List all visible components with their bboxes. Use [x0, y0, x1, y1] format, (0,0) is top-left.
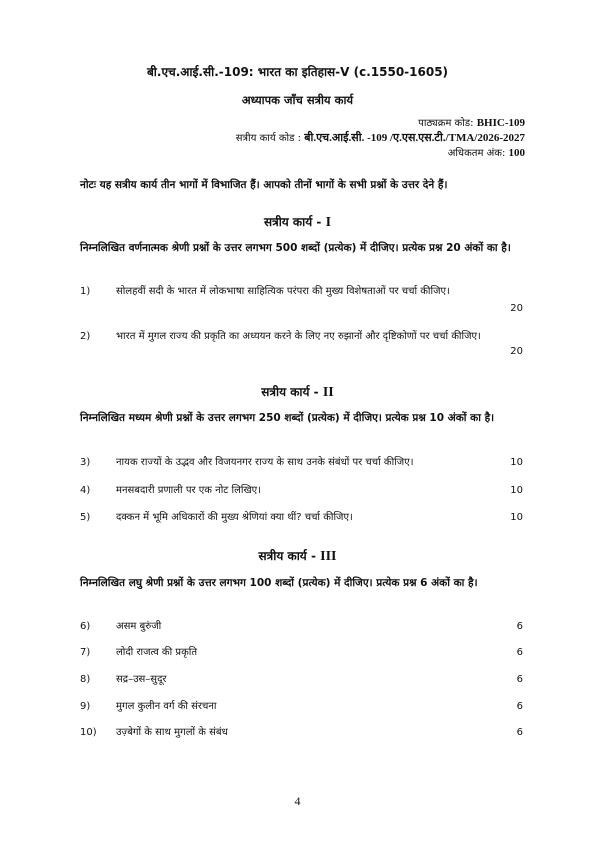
- question-text: नायक राज्यों के उद्भव और विजयनगर राज्य के साथ उनके संबंधों पर चर्चा कीजिए।: [116, 457, 414, 468]
- assignment-code: बी.एच.आई.सी. -109 /ए.एस.एस.टी./TMA/2026-2027: [304, 132, 525, 144]
- question-marks: 10: [510, 457, 523, 468]
- question-number: 5): [80, 512, 91, 523]
- assignment-code-line: [236, 130, 525, 145]
- section-2-numeral: II: [322, 385, 334, 400]
- question-marks: 6: [516, 727, 523, 738]
- max-marks-label: अधिकतम अंक:: [447, 148, 506, 159]
- note: नोटः यह सत्रीय कार्य तीन भागों में विभाजित हैं। आपको तीनों भागों के सभी प्रश्नों के उत्तर देने हैं।: [80, 179, 448, 191]
- question-number: 2): [80, 331, 91, 342]
- course-code: BHIC-109: [476, 117, 525, 129]
- section-2-instruction: निम्नलिखित मध्यम श्रेणी प्रश्नों के उत्तर लगभग 250 शब्दों (प्रत्येक) में दीजिए। प्रत्येक प्रश्न 10 अंकों का है।: [80, 412, 495, 424]
- question-number: 1): [80, 286, 91, 297]
- section-3-heading: [0, 547, 595, 565]
- question-number: 4): [80, 485, 91, 496]
- question-text: सद्र–उस–सुदूर: [116, 674, 167, 685]
- question-number: 6): [80, 621, 91, 632]
- assignment-code-label: सत्रीय कार्य कोड :: [235, 133, 301, 144]
- section-3-numeral: III: [320, 549, 337, 564]
- question-marks: 6: [516, 701, 523, 712]
- question-text: उज़्बेगों के साथ मुगलों के संबंध: [116, 727, 228, 738]
- course-code-line: [418, 115, 525, 129]
- question-number: 10): [80, 727, 97, 738]
- question-marks: 10: [510, 512, 523, 523]
- question-marks: 20: [510, 303, 523, 314]
- question-marks: 6: [516, 647, 523, 658]
- question-marks: 10: [510, 485, 523, 496]
- question-text: असम बुरुंजी: [116, 621, 162, 632]
- question-text: दक्कन में भूमि अधिकारों की मुख्य श्रेणियां क्या थीं? चर्चा कीजिए।: [116, 512, 353, 523]
- question-text: सोलहवीं सदी के भारत में लोकभाषा साहित्यिक परंपरा की मुख्य विशेषताओं पर चर्चा कीजिए।: [116, 286, 450, 297]
- section-1-numeral: I: [325, 215, 332, 230]
- section-1-label: सत्रीय कार्य -: [263, 215, 322, 229]
- page-subtitle: अध्यापक जाँच सत्रीय कार्य: [241, 93, 354, 107]
- question-text: मनसबदारी प्रणाली पर एक नोट लिखिए।: [116, 485, 261, 496]
- question-marks: 6: [516, 621, 523, 632]
- max-marks-line: [448, 145, 525, 159]
- section-1-instruction: निम्नलिखित वर्णनात्मक श्रेणी प्रश्नों के उत्तर लगभग 500 शब्दों (प्रत्येक) में दीजिए। प्रत्येक प्रश्न 20 अंकों का है।: [80, 242, 511, 254]
- page-title: बी.एच.आई.सी.-109: भारत का इतिहास-V (c.1550-1605): [146, 65, 449, 79]
- section-2-heading: [0, 383, 595, 401]
- question-number: 9): [80, 701, 91, 712]
- question-text: लोदी राजत्व की प्रकृति: [116, 647, 198, 658]
- question-marks: 6: [516, 674, 523, 685]
- question-marks: 20: [510, 346, 523, 357]
- section-3-instruction: निम्नलिखित लघु श्रेणी प्रश्नों के उत्तर लगभग 100 शब्दों (प्रत्येक) में दीजिए। प्रत्येक प्रश्न 6 अंकों का है।: [80, 577, 478, 589]
- question-text: भारत में मुगल राज्य की प्रकृति का अध्ययन करने के लिए नए रुझानों और दृष्टिकोणों पर चर्चा कीजिए।: [116, 331, 481, 342]
- max-marks: 100: [508, 147, 525, 159]
- section-3-label: सत्रीय कार्य -: [258, 549, 316, 563]
- section-1-heading: [0, 213, 595, 231]
- section-2-label: सत्रीय कार्य -: [261, 385, 319, 399]
- question-text: मुगल कुलीन वर्ग की संरचना: [116, 701, 217, 712]
- course-code-label: पाठ्यक्रम कोड:: [418, 118, 474, 129]
- page-number: 4: [294, 794, 301, 808]
- question-number: 8): [80, 674, 91, 685]
- question-number: 3): [80, 457, 91, 468]
- question-number: 7): [80, 647, 91, 658]
